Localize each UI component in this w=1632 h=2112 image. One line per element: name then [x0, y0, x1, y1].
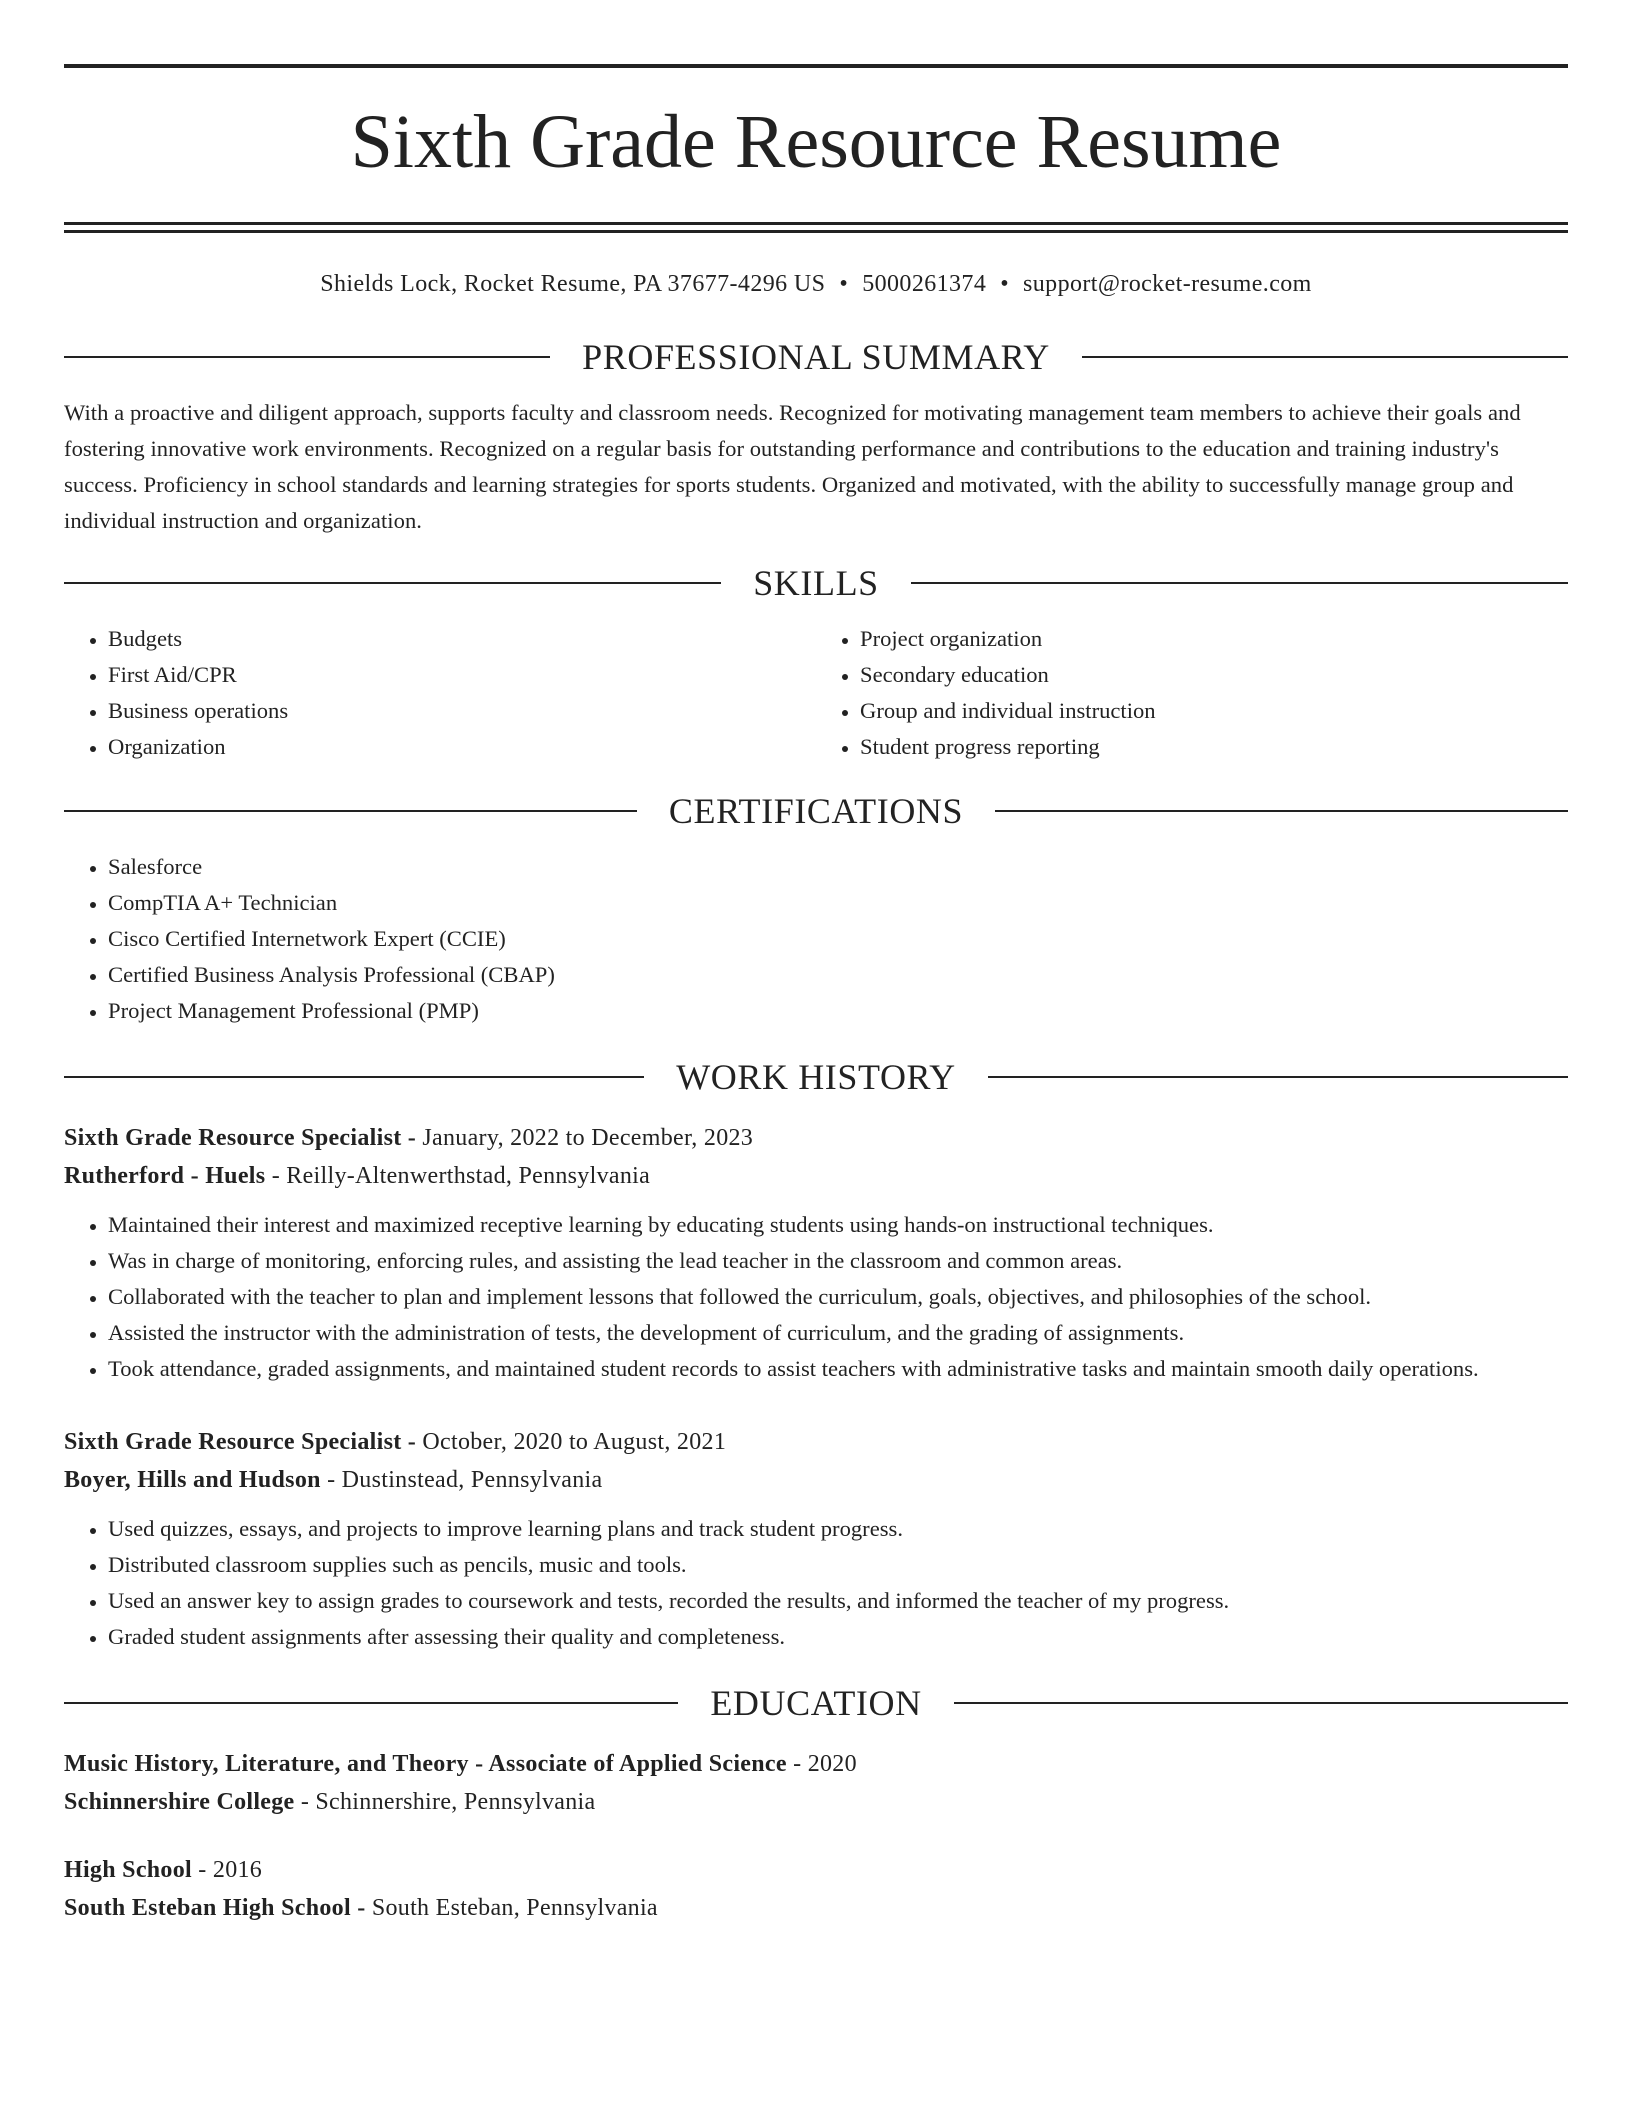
education-year: - 2016 — [192, 1857, 263, 1883]
certification-item: • Project Management Professional (PMP) — [108, 993, 1568, 1029]
job-company: Rutherford - Huels — [64, 1163, 266, 1189]
job-bullet: • Took attendance, graded assignments, and maintained student records to assist teachers with administrative tasks and maintain smooth daily operations. — [108, 1351, 1568, 1387]
job-dates: October, 2020 to August, 2021 — [416, 1429, 727, 1455]
job-entry — [64, 1423, 1568, 1655]
job-location: - Reilly-Altenwerthstad, Pennsylvania — [265, 1163, 651, 1189]
certifications-heading — [64, 793, 1568, 829]
education-location: South Esteban, Pennsylvania — [365, 1895, 658, 1921]
skill-item: • Secondary education — [860, 657, 1568, 693]
education-degree: Music History, Literature, and Theory - Associate of Applied Science — [64, 1751, 787, 1777]
education-entry — [64, 1851, 1568, 1927]
education-location: - Schinnershire, Pennsylvania — [294, 1789, 596, 1815]
education-school: South Esteban High School - — [64, 1895, 366, 1921]
summary-paragraph: With a proactive and diligent approach, supports faculty and classroom needs. Recognized for motivating management team members to achieve their goals and fostering innovative work environments. Recognized on a regular basis for outstanding performance and contributions to the education and training industry's success. Proficiency in school standards and learning strategies for sports students. Organized and motivated, with the ability to successfully manage group and individual instruction and organization. — [64, 400, 1521, 533]
skills-heading-label: SKILLS — [753, 563, 879, 603]
heading-rule-right — [1082, 356, 1568, 358]
education-heading-label: EDUCATION — [710, 1683, 922, 1723]
heading-rule-right — [988, 1076, 1568, 1078]
job-bullet: • Maintained their interest and maximized receptive learning by educating students using hands-on instructional techniques. — [108, 1207, 1568, 1243]
summary-heading — [64, 339, 1568, 375]
job-bullet-list — [64, 1511, 1568, 1655]
job-title: Sixth Grade Resource Specialist - — [64, 1429, 417, 1455]
skill-item: • Student progress reporting — [860, 729, 1568, 765]
work-history-heading-label: WORK HISTORY — [676, 1057, 956, 1097]
job-bullet: • Used quizzes, essays, and projects to improve learning plans and track student progress. — [108, 1511, 1568, 1547]
heading-rule-left — [64, 1076, 644, 1078]
certification-item: • Certified Business Analysis Professional (CBAP) — [108, 957, 1568, 993]
contact-address: Shields Lock, Rocket Resume, PA 37677-4296 US — [320, 271, 826, 297]
job-company: Boyer, Hills and Hudson — [64, 1467, 321, 1493]
skills-list — [64, 621, 1568, 765]
skill-item: • Organization — [108, 729, 816, 765]
job-bullet: • Distributed classroom supplies such as pencils, music and tools. — [108, 1547, 1568, 1583]
certifications-list — [64, 849, 1568, 1029]
job-title-line — [64, 1119, 1568, 1157]
heading-rule-left — [64, 356, 550, 358]
education-degree-line — [64, 1745, 1568, 1783]
education-heading — [64, 1685, 1568, 1721]
skill-item: • Group and individual instruction — [860, 693, 1568, 729]
skills-column-left — [64, 621, 816, 765]
job-dates: January, 2022 to December, 2023 — [416, 1125, 754, 1151]
job-bullet: • Used an answer key to assign grades to coursework and tests, recorded the results, and informed the teacher of my progress. — [108, 1583, 1568, 1619]
certification-item: • CompTIA A+ Technician — [108, 885, 1568, 921]
skill-item: • First Aid/CPR — [108, 657, 816, 693]
heading-rule-right — [954, 1702, 1568, 1704]
work-history-heading — [64, 1059, 1568, 1095]
education-school-line — [64, 1889, 1568, 1927]
education-year: - 2020 — [786, 1751, 857, 1777]
job-title-line — [64, 1423, 1568, 1461]
education-degree: High School — [64, 1857, 192, 1883]
contact-line — [64, 269, 1568, 299]
skill-item: • Business operations — [108, 693, 816, 729]
certification-item: • Cisco Certified Internetwork Expert (CCIE) — [108, 921, 1568, 957]
heading-rule-right — [995, 810, 1568, 812]
job-bullet: • Assisted the instructor with the administration of tests, the development of curriculum, and the grading of assignments. — [108, 1315, 1568, 1351]
skill-item: • Project organization — [860, 621, 1568, 657]
job-bullet: • Graded student assignments after assessing their quality and completeness. — [108, 1619, 1568, 1655]
resume-page — [64, 64, 1568, 1927]
top-rule — [64, 64, 1568, 68]
education-degree-line — [64, 1851, 1568, 1889]
job-bullet: • Was in charge of monitoring, enforcing rules, and assisting the lead teacher in the classroom and common areas. — [108, 1243, 1568, 1279]
heading-rule-left — [64, 1702, 678, 1704]
contact-separator: • — [839, 271, 849, 297]
certifications-heading-label: CERTIFICATIONS — [668, 791, 964, 831]
job-title: Sixth Grade Resource Specialist - — [64, 1125, 417, 1151]
contact-separator: • — [1000, 271, 1010, 297]
certification-item: • Salesforce — [108, 849, 1568, 885]
job-company-line — [64, 1157, 1568, 1195]
job-entry — [64, 1119, 1568, 1387]
education-school-line — [64, 1783, 1568, 1821]
job-bullet: • Collaborated with the teacher to plan and implement lessons that followed the curriculum, goals, objectives, and philosophies of the school. — [108, 1279, 1568, 1315]
job-location: - Dustinstead, Pennsylvania — [320, 1467, 603, 1493]
title-double-rule — [64, 222, 1568, 233]
education-school: Schinnershire College — [64, 1789, 295, 1815]
resume-title: Sixth Grade Resource Resume — [350, 100, 1282, 184]
summary-heading-label: PROFESSIONAL SUMMARY — [582, 337, 1050, 377]
skill-item: • Budgets — [108, 621, 816, 657]
education-entry — [64, 1745, 1568, 1821]
job-bullet-list — [64, 1207, 1568, 1387]
skills-column-right — [816, 621, 1568, 765]
skills-heading — [64, 565, 1568, 601]
heading-rule-left — [64, 810, 637, 812]
contact-email: support@rocket-resume.com — [1023, 271, 1312, 297]
job-company-line — [64, 1461, 1568, 1499]
heading-rule-left — [64, 582, 721, 584]
heading-rule-right — [911, 582, 1568, 584]
contact-phone: 5000261374 — [862, 271, 987, 297]
